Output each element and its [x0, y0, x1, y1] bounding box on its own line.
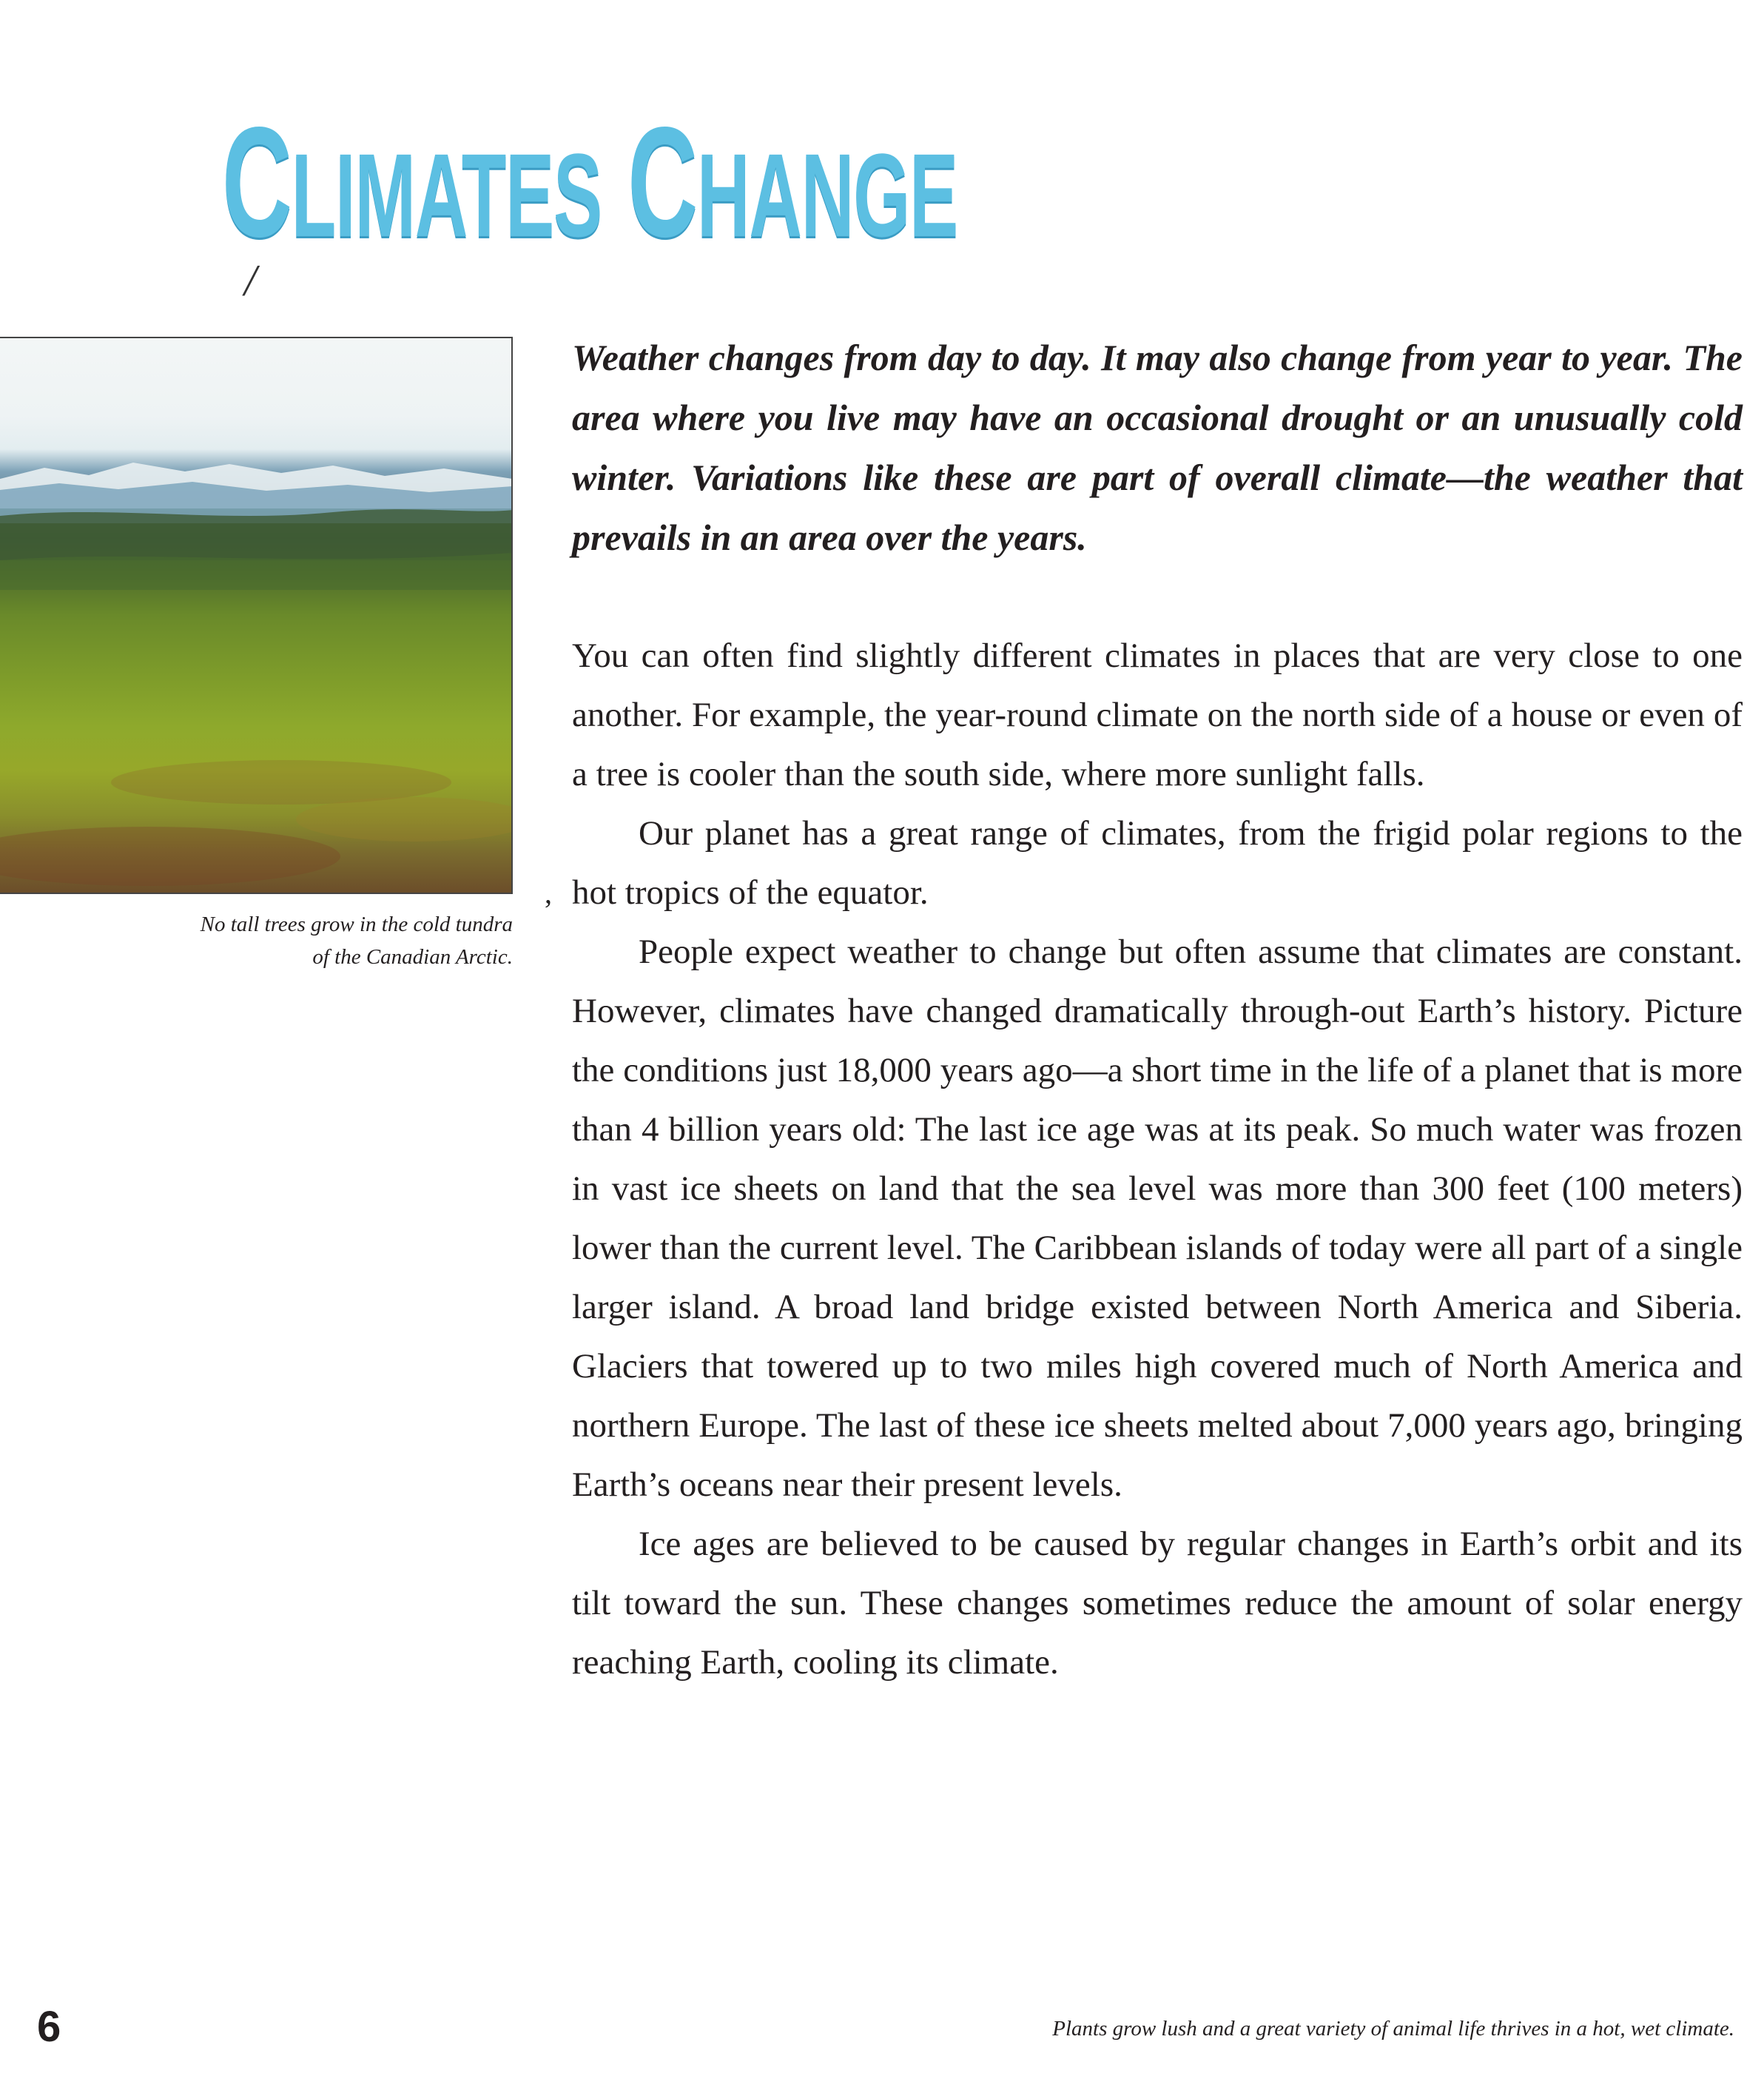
body-paragraph: Our planet has a great range of climates, from the frigid polar regions to the hot tropics of the equator. [572, 814, 1743, 912]
tundra-landscape-icon [0, 338, 513, 894]
body-paragraph: Ice ages are believed to be caused by regular changes in Earth’s orbit and its tilt toward the sun. These changes sometimes reduce the amount of solar energy reaching Earth, cooling its climate. [572, 1525, 1743, 1682]
title-initial-1: C [222, 94, 292, 269]
stray-pen-mark: / [244, 256, 257, 305]
tundra-landscape-photo [0, 337, 513, 894]
title-initial-2: C [627, 94, 697, 269]
body-paragraph: You can often find slightly different climates in places that are very close to one another. For example, the year-round climate on the north side of a house or even of a tree is cooler than the south side, where more sunlight falls. [572, 637, 1743, 793]
intro-paragraph: Weather changes from day to day. It may also change from year to year. The area where you live may have an occasional drought or an unusually cold winter. Variations like these are part of overall climate—the weather that prevails in an area over the years. [572, 337, 1743, 558]
photo-caption [0, 908, 513, 973]
title-rest-2: HANGE [696, 129, 958, 261]
photo-caption-line-2: of the Canadian Arctic. [312, 945, 513, 969]
bottom-caption: Plants grow lush and a great variety of animal life thrives in a hot, wet climate. [1052, 2017, 1734, 2041]
page-title [222, 94, 958, 269]
title-rest-1: LIMATES [291, 129, 602, 261]
body-text [572, 626, 1743, 1692]
photo-caption-line-1: No tall trees grow in the cold tundra [200, 913, 513, 936]
body-paragraph: People expect weather to change but often assume that climates are constant. However, climates have changed dramatically through-out Earth’s history. Picture the conditions just 18,000 years ago—a short time in the life of a planet that is more than 4 billion years old: The last ice age was at its peak. So much water was frozen in vast ice sheets on land that the sea level was more than 300 feet (100 meters) lower than the current level. The Caribbean islands of today were all part of a single larger island. A broad land bridge existed between North America and Siberia. Glaciers that towered up to two miles high covered much of North America and northern Europe. The last of these ice sheets melted about 7,000 years ago, bringing Earth’s oceans near their present levels. [572, 933, 1743, 1504]
stray-mark: , [545, 876, 552, 910]
page-number: 6 [37, 2003, 61, 2051]
